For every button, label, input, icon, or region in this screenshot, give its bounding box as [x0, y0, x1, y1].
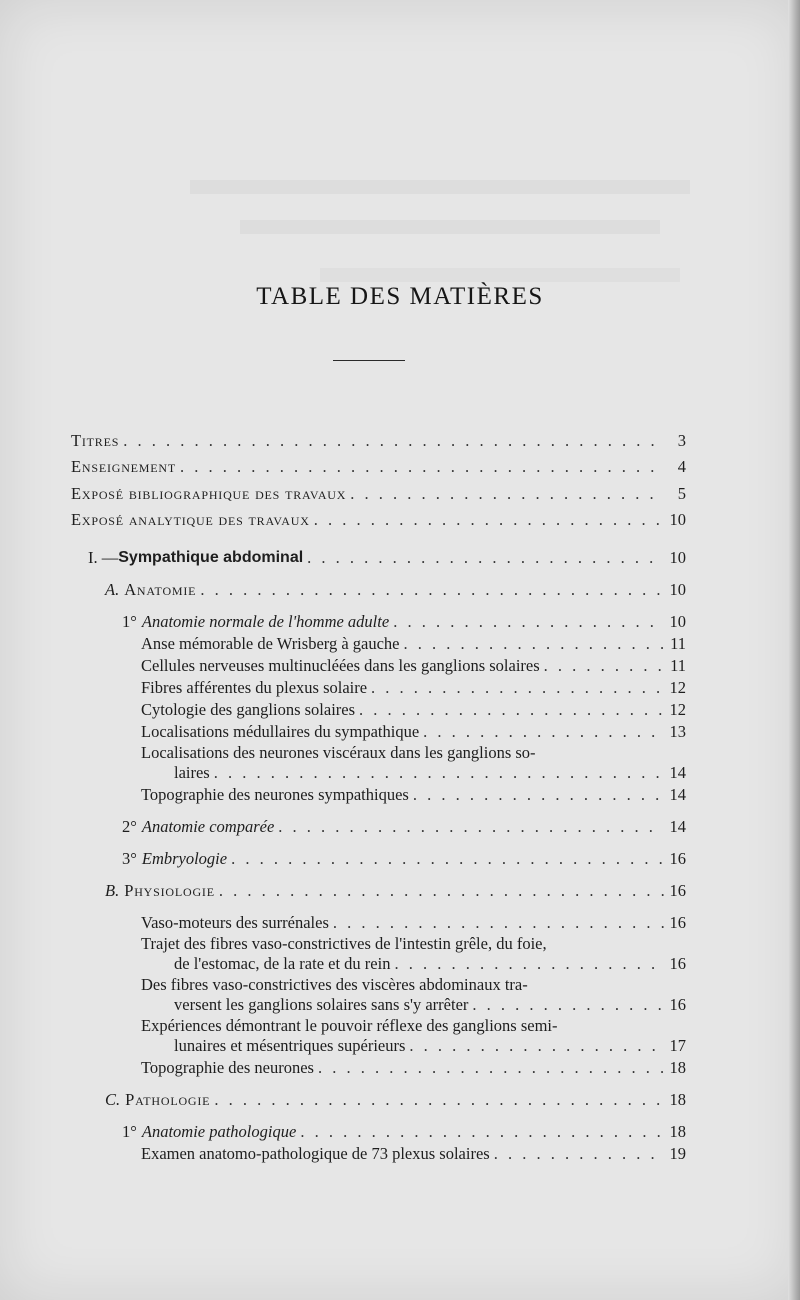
- dot-leader: [231, 848, 664, 869]
- toc-page-number: 10: [669, 580, 686, 599]
- dot-leader: [307, 547, 664, 568]
- dot-leader: [314, 509, 664, 530]
- toc-label-line1: Localisations des neurones viscéraux dans les ganglions so-: [141, 743, 536, 762]
- section-number: I. —: [88, 548, 119, 567]
- toc-label-line2: lunaires et mésentriques supérieurs: [174, 1036, 406, 1055]
- dot-leader: [472, 995, 664, 1015]
- toc-entry-item[interactable]: [71, 676, 686, 698]
- toc-entry-item[interactable]: [71, 901, 686, 933]
- toc-page-number: 14: [669, 817, 686, 836]
- toc-label: Localisations médullaires du sympathique: [141, 722, 420, 741]
- show-through-line: [320, 268, 680, 282]
- toc-page-number: 12: [669, 700, 686, 719]
- toc-label-continuation: [141, 995, 686, 1015]
- toc-label-line2: versent les ganglions solaires sans s'y arrêter: [174, 995, 469, 1014]
- table-of-contents: [71, 424, 686, 1164]
- dot-leader: [200, 579, 664, 600]
- subsection-letter: B.: [105, 881, 120, 900]
- toc-label: Fibres afférentes du plexus solaire: [141, 678, 368, 697]
- page-edge-shadow: [788, 0, 800, 1300]
- show-through-line: [240, 220, 660, 234]
- toc-entry-item[interactable]: [71, 720, 686, 742]
- toc-label-continuation: [141, 1036, 686, 1056]
- toc-label: Exposé analytique des travaux: [71, 510, 310, 529]
- dot-leader: [318, 1057, 664, 1078]
- section-title: Sympathique abdominal: [118, 549, 304, 566]
- toc-entry-item[interactable]: [71, 698, 686, 720]
- dot-leader: [393, 611, 664, 632]
- dot-leader: [371, 677, 664, 698]
- item-number: 1°: [122, 612, 137, 631]
- toc-label: Examen anatomo-pathologique de 73 plexus solaires: [141, 1144, 490, 1163]
- toc-label: Cellules nerveuses multinucléées dans les ganglions solaires: [141, 656, 540, 675]
- item-number: 2°: [122, 817, 137, 836]
- toc-entry-anatomie-pathologique[interactable]: [71, 1110, 686, 1142]
- toc-entry-multiline[interactable]: [71, 742, 686, 783]
- toc-entry-anatomie-normale[interactable]: [71, 600, 686, 632]
- toc-label-continuation: [141, 763, 686, 783]
- subsection-letter: A.: [105, 580, 120, 599]
- toc-label: Pathologie: [125, 1090, 211, 1109]
- toc-page-number: 11: [670, 656, 686, 675]
- toc-label: Anatomie comparée: [141, 817, 275, 836]
- toc-page-number: 13: [669, 722, 686, 741]
- dot-leader: [350, 483, 664, 504]
- toc-page-number: 12: [669, 678, 686, 697]
- toc-label-continuation: [141, 954, 686, 974]
- toc-page-number: 17: [669, 1036, 686, 1055]
- toc-label-line2: de l'estomac, de la rate et du rein: [174, 954, 391, 973]
- toc-page-number: 10: [669, 548, 686, 567]
- toc-label-line1: Des fibres vaso-constrictives des viscères abdominaux tra-: [141, 975, 528, 994]
- dot-leader: [214, 1089, 664, 1110]
- toc-label: Physiologie: [124, 881, 215, 900]
- toc-entry-titres[interactable]: [71, 424, 686, 451]
- subsection-letter: C.: [105, 1090, 121, 1109]
- toc-entry-expose-bibliographique[interactable]: [71, 477, 686, 504]
- toc-entry-item[interactable]: [71, 1056, 686, 1078]
- item-number: 1°: [122, 1122, 137, 1141]
- toc-page-number: 5: [677, 483, 686, 503]
- toc-label: Anatomie pathologique: [141, 1122, 297, 1141]
- toc-page-number: 14: [669, 785, 686, 804]
- toc-label: Titres: [71, 430, 120, 450]
- dot-leader: [359, 699, 664, 720]
- toc-label: Vaso-moteurs des surrénales: [141, 913, 329, 932]
- dot-leader: [394, 954, 664, 974]
- toc-entry-expose-analytique[interactable]: [71, 504, 686, 531]
- dot-leader: [219, 880, 664, 901]
- toc-entry-multiline[interactable]: [71, 933, 686, 974]
- show-through-line: [190, 180, 690, 194]
- toc-label: Topographie des neurones sympathiques: [141, 785, 409, 804]
- toc-label: Topographie des neurones: [141, 1058, 314, 1077]
- title-divider: [333, 360, 405, 361]
- dot-leader: [404, 633, 664, 654]
- toc-page-number: 16: [669, 881, 686, 900]
- toc-entry-multiline[interactable]: [71, 974, 686, 1015]
- dot-leader: [494, 1143, 664, 1164]
- toc-label: Embryologie: [141, 849, 228, 868]
- toc-entry-enseignement[interactable]: [71, 451, 686, 478]
- page-title: TABLE DES MATIÈRES: [256, 283, 544, 310]
- toc-entry-embryologie[interactable]: [71, 837, 686, 869]
- toc-page-number: 18: [669, 1058, 686, 1077]
- toc-entry-c-pathologie[interactable]: [71, 1078, 686, 1110]
- toc-entry-section-i[interactable]: [71, 530, 686, 568]
- toc-label: Anatomie normale de l'homme adulte: [141, 612, 390, 631]
- toc-label-line1: Trajet des fibres vaso-constrictives de l'intestin grêle, du foie,: [141, 934, 547, 953]
- toc-entry-item[interactable]: [71, 1142, 686, 1164]
- toc-label: Exposé bibliographique des travaux: [71, 483, 347, 503]
- toc-page-number: 18: [669, 1090, 686, 1109]
- toc-page-number: 16: [669, 954, 686, 973]
- dot-leader: [300, 1121, 664, 1142]
- dot-leader: [544, 655, 664, 676]
- dot-leader: [180, 456, 664, 477]
- toc-entry-anatomie-comparee[interactable]: [71, 805, 686, 837]
- dot-leader: [413, 784, 664, 805]
- toc-entry-a-anatomie[interactable]: [71, 568, 686, 600]
- toc-label: Cytologie des ganglions solaires: [141, 700, 356, 719]
- toc-entry-item[interactable]: [71, 654, 686, 676]
- toc-label-line1: Expériences démontrant le pouvoir réflexe des ganglions semi-: [141, 1016, 558, 1035]
- toc-page-number: 18: [669, 1122, 686, 1141]
- toc-entry-multiline[interactable]: [71, 1015, 686, 1056]
- dot-leader: [123, 430, 664, 451]
- dot-leader: [333, 912, 664, 933]
- toc-page-number: 3: [677, 430, 686, 450]
- toc-page-number: 14: [669, 763, 686, 782]
- toc-entry-item[interactable]: [71, 783, 686, 805]
- toc-entry-b-physiologie[interactable]: [71, 869, 686, 901]
- toc-label: Anse mémorable de Wrisberg à gauche: [141, 634, 400, 653]
- toc-page-number: 11: [670, 634, 686, 653]
- toc-page-number: 16: [669, 995, 686, 1014]
- toc-entry-item[interactable]: [71, 632, 686, 654]
- dot-leader: [423, 721, 664, 742]
- dot-leader: [409, 1036, 664, 1056]
- toc-label: Enseignement: [71, 457, 177, 476]
- toc-label: Anatomie: [124, 580, 197, 599]
- dot-leader: [278, 816, 664, 837]
- toc-label-line2: laires: [174, 763, 210, 782]
- toc-page-number: 16: [669, 913, 686, 932]
- dot-leader: [214, 763, 664, 783]
- toc-page-number: 10: [669, 510, 686, 529]
- toc-page-number: 16: [669, 849, 686, 868]
- toc-page-number: 4: [677, 457, 686, 476]
- toc-page-number: 19: [669, 1144, 686, 1163]
- item-number: 3°: [122, 849, 137, 868]
- toc-page-number: 10: [669, 612, 686, 631]
